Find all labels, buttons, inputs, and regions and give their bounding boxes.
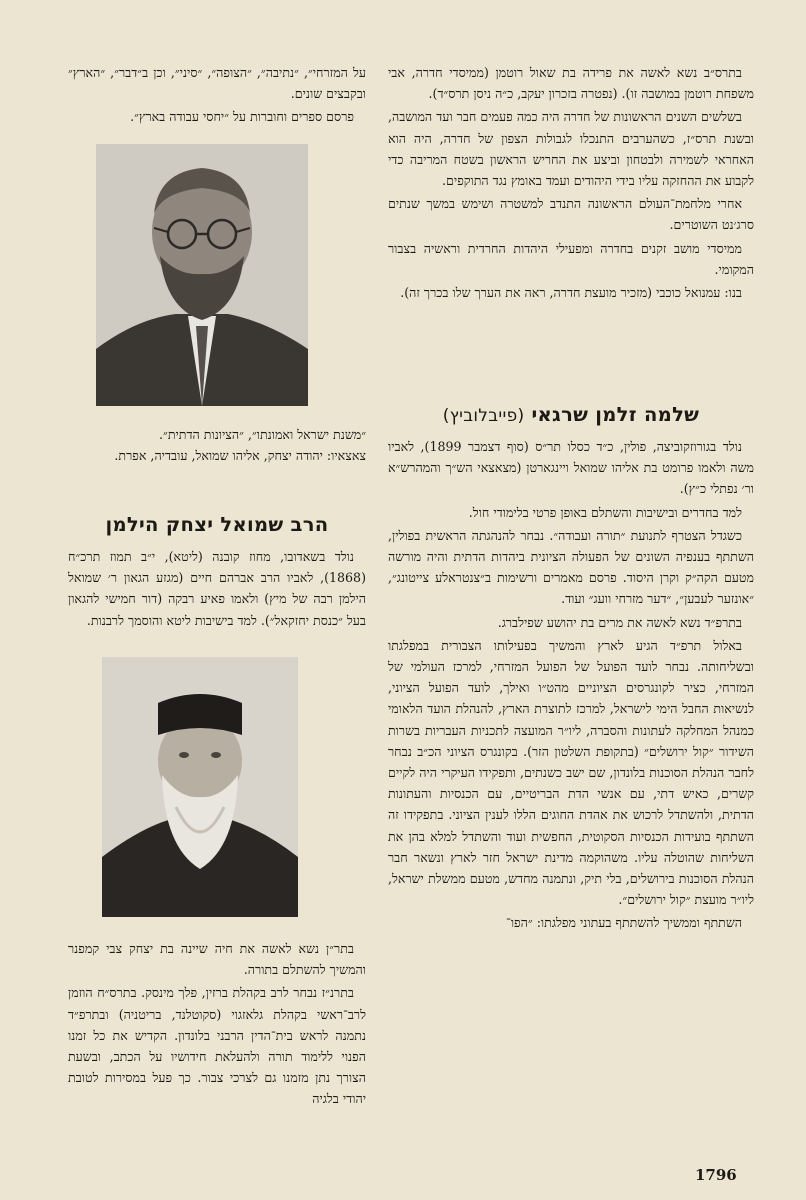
paragraph: השתתף וממשיך להשתתף בעתוני מפלגתו: ״הפו־ — [506, 915, 742, 931]
paragraph: באלול תרפ״ד הגיע לארץ והמשיך בפעילותו הצבורית במפלגתו ובשליחותה. נבחר לועד הפועל של הפועל המזרחי, למרכז העולמי של המזרחי, כציר לקונגרסים הציוניים מהט״ו ואילך, לועד הפועל הציוני, לנשיאות החבל הימי לישראל, למרכז לתוצרת הארץ, להנהלת הועד הלאומי כמנהל המחלקה לעתונות והסברה, ליו״ר המועצה לתכניות העבריות בשרות השידור ״קול ירושלים״ (בתקופת השלטון הזר). בקונגרס הציוני הכ״ב נבחר לחבר הנהלת הסוכנות בלונדון, שם ישב כשנתים, ותפקידו העיקרי היה לקיים קשרים, כאיש דתי, עם אנשי הדת הבריטיים, עם הכנסיות והעתונות הדתית, ולהשתדל לרכוש את אהדת החוגים הללו לענין הציוני. בתפקידו זה השתתף בועידות הכנסיות הסקוטית, החפשית ועוד והשתדל למלא בהן את השליחות שהוטלה עליו. משהוקמה מדינת ישראל חזר לארץ ונשאר חבר הנהלת הסוכנות בירושלים, בלי תיק, ונתמנה מחדש, מטעם ממשלת ישראל, ליו״ר מועצת ״קול ירושלים״. — [388, 637, 754, 908]
left-column-caption-text — [68, 424, 366, 466]
entry-name: הרב שמואל יצחק הילמן — [105, 513, 329, 536]
paragraph: צאצאיו: יהודה יצחק, אליהו שמואל, עובדיה, אפרת. — [114, 448, 366, 464]
right-column-intro — [388, 62, 754, 305]
paragraph: למד בחדרים ובישיבות והשתלם באופן פרטי בלימודי חול. — [468, 504, 742, 520]
left-column-body — [68, 546, 366, 633]
paragraph: בנו: עמנואל כוכבי (מזכיר מועצת חדרה, ראה את הערך שלו בכרך זה). — [400, 285, 742, 301]
entry-name: שלמה זלמן שרגאי — [531, 403, 700, 426]
page-number: 1796 — [695, 1166, 737, 1184]
entry-heading-shragai — [388, 402, 754, 429]
portrait-photo-shragai — [96, 144, 308, 406]
paragraph: נולד בגורוזקוביצה, פולין, כ״ד כסלו תר״ס (סוף דצמבר 1899), לאביו משה ולאמו פרומט בת אליהו שמואל ויינגארטן (מצאצאי הש״ך והמהרש״א ור׳ נפתלי כ״ץ). — [388, 439, 754, 497]
portrait-hillman-icon — [102, 657, 298, 917]
paragraph: על המזרחי״, ״נתיבה״, ״הצופה״, ״סיני״, וכן ב״דבר״, ״הארץ״ ובקבצים שונים. — [68, 65, 366, 102]
right-column-body — [388, 436, 754, 936]
paragraph: בתרס״ב נשא לאשה את פרידה בת שאול רוטמן (ממיסדי חדרה, אבי משפחת רוטמן במושבה זו). (נפטרה בזכרון יעקב, כ״ה ניסן תרס״ד). — [388, 65, 754, 102]
left-column-top — [68, 62, 366, 130]
paragraph: בשלשים השנים הראשונות של חדרה היה כמה פעמים חבר ועד המושבה, ובשנת תרס״ז, כשהערבים התנכלו לגבולות הצפון של חדרה, היה הוא האחראי לשמירה ולבטחון וביצע את החריש הראשון בשטח המריבה כדי לקבוע את ההחזקה עליו בידי היהודים ועמד באומץ נגד התוקפים. — [388, 109, 754, 189]
paragraph: ״משנת ישראל ואמונתו״, ״הציונות הדתית״. — [159, 427, 366, 442]
paragraph: ממיסדי מושב זקנים בחדרה ומפעילי היהדות החרדית וראשיה בצבור המקומי. — [388, 240, 754, 277]
paragraph: נולד בשאדובו, מחוז קובנה (ליטא), י״ב תמוז תרכ״ח (1868), לאביו הרב אברהם חיים (מגזע הגאון ר׳ שמואל הילמן רבה של מיץ) ולאמו פאיע רבקה (דור חמישי להגאון בעל ״כנסת יחזקאל״). למד בישיבות ליטא והוסמך לרבנות. — [68, 549, 366, 628]
paragraph: פרסם ספרים וחוברות על ״יחסי עבודה בארץ״. — [130, 109, 354, 125]
paragraph: אחרי מלחמת־העולם הראשונה התנדב למשטרה ושימש במשך שנתים סרג׳נט השוטרים. — [388, 196, 754, 233]
paragraph: כשגדל הצטרף לתנועת ״תורה ועבודה״. נבחר להנהגתה הראשית בפולין, השתתף בענפיה השונים של הפעולה הציונית ביהדות הדתית והיה מורשה מטעם הקה״ק וקרן היסוד. פרסם מאמרים ורשימות ב״צנטראלע צייטונג״, ״אונזער לעבען״, ״דער מזרחי וועג״ ועוד. — [388, 527, 754, 607]
portrait-photo-hillman — [102, 657, 298, 917]
paragraph: בתרנ״ז נבחר לרב בקהלת ברזין, פלך מינסק. בתרס״ח הוזמן לרב־ראשי בקהלת גלאזגוי (סקוטלנד, בריטניה) ובתרפ״ד נתמנה לראש בית־הדין הרבני בלונדון. הקדיש את כל זמנו הפנוי ללימוד תורה ולהעלאת חידושיו על הכתב, ובשעת הצורך נתן מזמנו גם לצרכי צבור. כך פעל במסירות לטובת יהודי בלגיה — [68, 985, 366, 1107]
entry-heading-hillman — [68, 512, 366, 538]
entry-name-alt: (פייבלוביץ) — [442, 406, 525, 426]
left-column-continued — [68, 938, 366, 1112]
paragraph: בתר״ן נשא לאשה את חיה שיינה בת יצחק צבי קמפנר והמשיך להשתלם בתורה. — [68, 941, 366, 978]
portrait-shragai-icon — [96, 144, 308, 406]
paragraph: בתרפ״ד נשא לאשה את מרים בת יהושע שפילברג. — [497, 614, 742, 630]
